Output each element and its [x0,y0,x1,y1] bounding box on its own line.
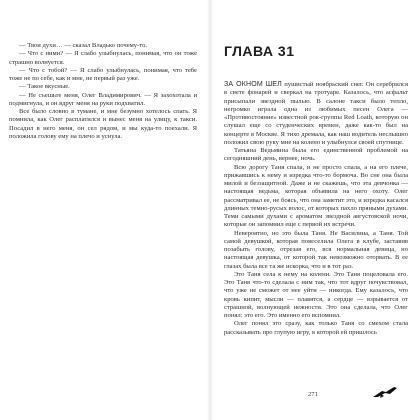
right-page-text [224,81,408,337]
first-paragraph [224,81,408,147]
paragraph: Татьяна Ведьмина была его единственной проблемой на сегодняшний день, вернее, ночь. [224,147,408,163]
paragraph: Невероятно, но это была Таня. Не Василина, а Таня. Той самой девушкой, которая повеселила Олега в клубе, заставив позабыть голову, отрезая его, вся нормальная девица, но настоящая девушка, от которой так невозможно оторвать. В ее глазах была все та же искорка, что и в тот раз. [224,229,408,270]
right-page [212,0,420,420]
paragraph: — Что с тобой? — Я слабо улыбнулась, понимая, что тебе тоже не по себе, как и мне, не первый раз уже. [9,66,197,82]
left-page-text [9,42,197,141]
chapter-title: ГЛАВА 31 [224,43,295,59]
first-paragraph-text: пушистый ноябрьский снег. Он серебрился в свете фонарей и сверкал на тротуаре. Казалось, что асфальт присыпали звездной пылью. В салоне такси было тепло, негромко играла одна из любимых песен Олега — «Противостояние» известной рок-группы Red Loath, которую он слушал еще со студенческих времен, даже как-то был на концерте в Москве. Я тихо дремала, как наш водитель неслышно положил свою руку мне на колено и улыбнулся своей спутнице. [224,81,408,146]
paragraph: Олег понял это сразу, как только Таня со смехом стала рассказывать про глупую игру, в которой ей пришлось [224,320,408,336]
paragraph: Всю дорогу Таня спала, и не просто спала, а на его плече, прижавшись к нему и изредка что-то бормоча. Во сне она была милой и беззащитной. Даже и не скажешь, что эта девчонка — настоящая ведьма, которая объявила на него охоту. Олег рассматривал ее, не боясь, что она заметит это, и изредка касался длинных темно-русых волос, от которых пахло пряными духами. Теми самыми духами с ароматом звездной августовской ночи, которые он запомнил еще с первой их встречи. [224,163,408,229]
paragraph: — Такое вкусные. [19,83,70,91]
paragraph: — Что с ними? — Я слабо улыбнулась, понимая, что он тоже страшно волнуется. [9,50,197,66]
paragraph: Все было словно в тумане, и мне безумно хотелось спать. Я помнила, как Олег расплатился и вынес меня на улицу, к такси. Посадил в него меня, он сел рядом, и мы куда-то поехали. Я положила голову ему на плечо и уснула. [9,108,197,140]
left-page [0,0,208,420]
paragraph: — Твои духи… — сказал Владько почему-то. [19,42,148,49]
page-number: 271 [308,391,318,398]
paragraph: Это Таня села к нему на колени. Это Таня поцеловала его. Это Таня что-то сделала с ним так, что тот вдруг почувствовал, что уже не сможет от нее уйти — никогда. Ему казалось, что кровь кипит, мысли — плавятся, а сердце — взрывается от страшной, волнующей нежности. Это она сделала, что Олег понял: это его. Это именно его вспомнил. [224,270,408,319]
paragraph: — Не съешьте меня, Олег Владимирович. — Я захохотала и подмигнула, и он вдруг меня на руки подхватил. [9,91,197,107]
publisher-logo-icon [372,385,398,399]
chapter-lead-in: ЗА ОКНОМ ШЕЛ [224,81,282,88]
